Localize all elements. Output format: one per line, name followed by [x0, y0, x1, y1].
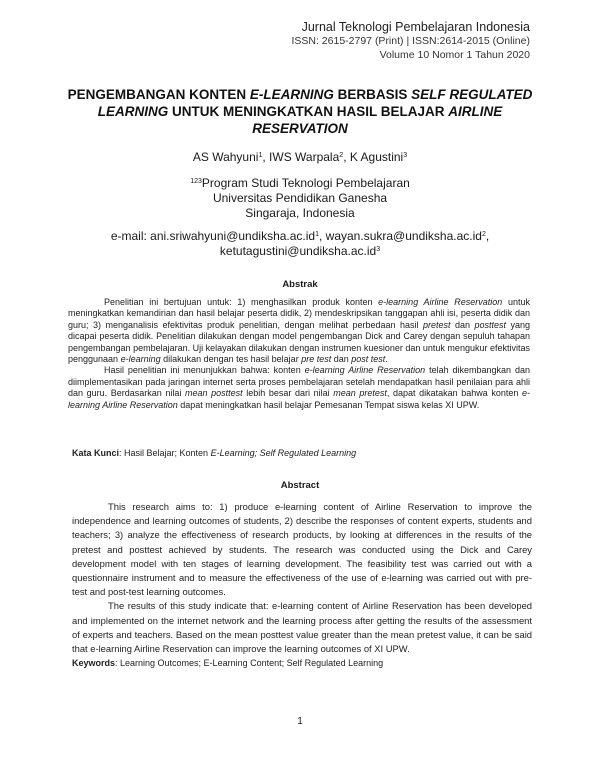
journal-volume: Volume 10 Nomor 1 Tahun 2020 — [379, 49, 530, 61]
email-link[interactable]: ketutagustini@undiksha.ac.id — [219, 244, 377, 258]
affiliation: $^{123}$Program Studi Teknologi Pembelajaran Universitas Pendidikan Ganesha Singaraja, Indonesia — [190, 176, 410, 220]
author-list: AS Wahyuni$^1$, IWS Warpala$^2$, K Agustini$^3$ — [192, 150, 408, 164]
author-name: AS Wahyuni — [192, 150, 259, 164]
author-name: IWS Warpala — [269, 150, 340, 164]
abstrak-body — [68, 297, 530, 411]
abstract-body — [72, 500, 532, 656]
abstract-paragraph-1: This research aims to: 1) produce e-learning content of Airline Reservation to improve the independence and learning outcomes of students, 2) describe the responses of content experts, students and teachers; 3) analyze the effectiveness of research products, by looking at differences in the results of the pretest and posttest achieved by students. The research was conducted using the Dick and Carey development model with ten stages of learning development. The feasibility test was carried out with a questionnaire instrument and to measure the effectiveness of the use of e-learning was carried out with pre-test and post-test learning outcomes. — [72, 501, 532, 598]
abstrak-heading: Abstrak — [282, 279, 318, 290]
abstract-paragraph-2: The results of this study indicate that: e-learning content of Airline Reservation has been developed and implemented on the internet network and the learning process after getting the results of the assessment of experts and teachers. Based on the mean posttest value greater than the mean pretest value, it can be said that e-learning Airline Reservation can improve the learning outcomes of XI UPW. — [72, 600, 532, 655]
journal-name: Jurnal Teknologi Pembelajaran Indonesia — [301, 20, 530, 34]
journal-header — [291, 20, 530, 62]
journal-issn: ISSN: 2615-2797 (Print) | ISSN:2614-2015 (Online) — [291, 35, 530, 47]
keywords: Keywords: Learning Outcomes; E-Learning Content; Self Regulated Learning — [72, 658, 384, 668]
email-link[interactable]: wayan.sukra@undiksha.ac.id — [325, 229, 482, 243]
email-link[interactable]: ani.sriwahyuni@undiksha.ac.id — [150, 229, 316, 243]
paper-title: PENGEMBANGAN KONTEN E-LEARNING BERBASIS SELF REGULATED LEARNING UNTUK MENINGKATKAN HASIL BELAJAR AIRLINE RESERVATION — [67, 87, 533, 136]
abstract-heading: Abstract — [280, 480, 320, 491]
author-name: K Agustini — [349, 150, 404, 164]
kata-kunci: Kata Kunci: Hasil Belajar; Konten E-Learning; Self Regulated Learning — [72, 448, 357, 458]
abstrak-paragraph-1: Penelitian ini bertujuan untuk: 1) menghasilkan produk konten e-learning Airline Reservation untuk meningkatkan kemandirian dan hasil belajar peserta didik, 2) mendeskripsikan tanggapan ahli isi, peserta didik dan guru; 3) menganalisis efektivitas produk penelitian, dengan melihat perbedaan hasil pretest dan posttest yang dicapai peserta didik. Penelitian dilakukan dengan model pengembangan Dick and Carey dengan sepuluh tahapan pengembangan pembelajaran. Uji kelayakan dilakukan dengan instrumen kuesioner dan untuk mengukur efektivitas penggunaan e-learning dilakukan dengan tes hasil belajar pre test dan post test. — [68, 297, 530, 365]
abstrak-paragraph-2: Hasil penelitian ini menunjukkan bahwa: konten e-learning Airline Reservation telah dikembangkan dan diimplementasikan pada jaringan internet serta proses pembelajaran setelah mendapatkan hasil penilaian para ahli dan guru. Berdasarkan nilai mean posttest lebih besar dari nilai mean pretest, dapat dikatakan bahwa konten e-learning Airline Reservation dapat meningkatkan hasil belajar Pemesanan Tempat siswa kelas XI UPW. — [68, 365, 530, 410]
page-number: 1 — [297, 716, 303, 727]
email-block: e-mail: $ani.sriwahyuni@undiksha.ac.id^1$, $wayan.sukra@undiksha.ac.id^2$, $ketutagustini@undiksha.ac.id^3$ — [110, 229, 490, 258]
